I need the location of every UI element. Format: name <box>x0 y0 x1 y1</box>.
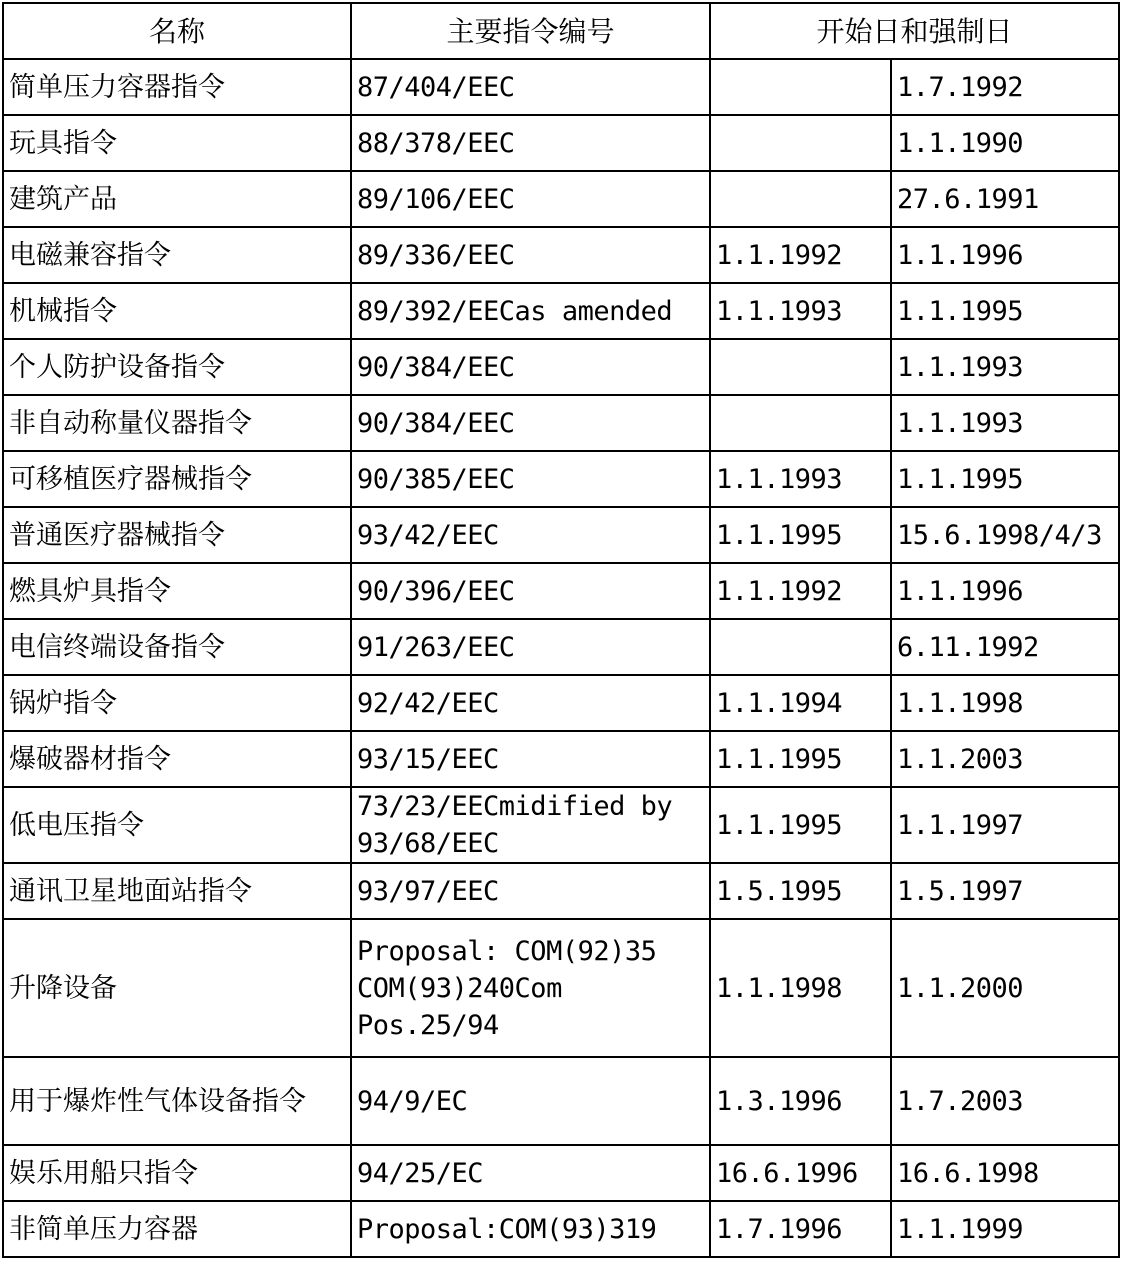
table-row <box>3 395 1119 451</box>
directive-number-line: Proposal: COM(92)35 <box>357 935 657 967</box>
directive-name: 普通医疗器械指令 <box>3 507 351 563</box>
directive-name: 升降设备 <box>3 919 351 1057</box>
directive-name: 用于爆炸性气体设备指令 <box>3 1057 351 1145</box>
start-date <box>710 619 891 675</box>
table-row <box>3 619 1119 675</box>
start-date: 1.1.1992 <box>710 227 891 283</box>
start-date <box>710 395 891 451</box>
directive-number-line: 93/42/EEC <box>357 519 499 551</box>
directive-number-line: 92/42/EEC <box>357 687 499 719</box>
directive-number <box>351 787 710 863</box>
mandatory-date: 1.1.1999 <box>891 1201 1119 1257</box>
start-date: 1.1.1993 <box>710 451 891 507</box>
directive-number <box>351 451 710 507</box>
table-row <box>3 787 1119 863</box>
table-row <box>3 919 1119 1057</box>
directive-number-line: 89/392/EECas amended <box>357 295 673 327</box>
mandatory-date: 1.7.1992 <box>891 59 1119 115</box>
directive-number <box>351 59 710 115</box>
directive-number <box>351 619 710 675</box>
directive-number <box>351 507 710 563</box>
directive-number-line: 90/385/EEC <box>357 463 515 495</box>
directive-number-line: 90/384/EEC <box>357 351 515 383</box>
table-row <box>3 1145 1119 1201</box>
mandatory-date: 1.1.1998 <box>891 675 1119 731</box>
mandatory-date: 1.1.2000 <box>891 919 1119 1057</box>
directive-name: 机械指令 <box>3 283 351 339</box>
directive-name: 非自动称量仪器指令 <box>3 395 351 451</box>
start-date: 1.1.1995 <box>710 507 891 563</box>
directive-number <box>351 115 710 171</box>
directive-number-line: 73/23/EECmidified by <box>357 791 673 822</box>
directive-number-line: Pos.25/94 <box>357 1009 499 1041</box>
mandatory-date: 1.1.1993 <box>891 339 1119 395</box>
directive-number <box>351 863 710 919</box>
start-date: 1.1.1998 <box>710 919 891 1057</box>
header-number: 主要指令编号 <box>351 3 710 59</box>
directive-number <box>351 1201 710 1257</box>
directives-table <box>2 2 1120 1258</box>
directive-name: 简单压力容器指令 <box>3 59 351 115</box>
start-date <box>710 59 891 115</box>
start-date: 1.1.1992 <box>710 563 891 619</box>
directive-name: 低电压指令 <box>3 787 351 863</box>
directive-number <box>351 1145 710 1201</box>
table-row <box>3 59 1119 115</box>
directive-number-line: 89/106/EEC <box>357 183 515 215</box>
table-row <box>3 563 1119 619</box>
directive-name: 爆破器材指令 <box>3 731 351 787</box>
directive-number <box>351 171 710 227</box>
directive-number-line: 93/97/EEC <box>357 875 499 907</box>
directive-name: 锅炉指令 <box>3 675 351 731</box>
mandatory-date: 6.11.1992 <box>891 619 1119 675</box>
directive-number <box>351 731 710 787</box>
directive-number <box>351 227 710 283</box>
start-date: 1.1.1995 <box>710 787 891 863</box>
start-date: 1.1.1993 <box>710 283 891 339</box>
directive-number-line: 90/396/EEC <box>357 575 515 607</box>
start-date <box>710 171 891 227</box>
mandatory-date: 1.1.2003 <box>891 731 1119 787</box>
directive-number <box>351 395 710 451</box>
directive-number <box>351 1057 710 1145</box>
directive-number-line: 88/378/EEC <box>357 127 515 159</box>
mandatory-date: 27.6.1991 <box>891 171 1119 227</box>
mandatory-date: 1.7.2003 <box>891 1057 1119 1145</box>
directive-name: 可移植医疗器械指令 <box>3 451 351 507</box>
table-row <box>3 115 1119 171</box>
directive-name: 燃具炉具指令 <box>3 563 351 619</box>
table-row <box>3 675 1119 731</box>
mandatory-date: 1.1.1997 <box>891 787 1119 863</box>
directive-number-line: COM(93)240Com <box>357 972 562 1004</box>
directive-number-line: 93/68/EEC <box>357 828 499 859</box>
table-row <box>3 731 1119 787</box>
start-date: 1.1.1995 <box>710 731 891 787</box>
mandatory-date: 1.5.1997 <box>891 863 1119 919</box>
directive-name: 娱乐用船只指令 <box>3 1145 351 1201</box>
table-row <box>3 863 1119 919</box>
mandatory-date: 16.6.1998 <box>891 1145 1119 1201</box>
directive-number-line: 91/263/EEC <box>357 631 515 663</box>
start-date: 1.3.1996 <box>710 1057 891 1145</box>
directive-number-line: 89/336/EEC <box>357 239 515 271</box>
directive-name: 玩具指令 <box>3 115 351 171</box>
table-body <box>3 59 1119 1257</box>
header-name: 名称 <box>3 3 351 59</box>
directive-number-line: 87/404/EEC <box>357 71 515 103</box>
directive-number <box>351 675 710 731</box>
directive-number-line: 94/25/EC <box>357 1157 484 1189</box>
mandatory-date: 1.1.1996 <box>891 227 1119 283</box>
start-date: 1.7.1996 <box>710 1201 891 1257</box>
directive-number-line: Proposal:COM(93)319 <box>357 1213 657 1245</box>
start-date: 16.6.1996 <box>710 1145 891 1201</box>
table-row <box>3 1057 1119 1145</box>
directive-name: 电磁兼容指令 <box>3 227 351 283</box>
directive-name: 电信终端设备指令 <box>3 619 351 675</box>
directive-number-line: 93/15/EEC <box>357 743 499 775</box>
start-date: 1.1.1994 <box>710 675 891 731</box>
mandatory-date: 1.1.1995 <box>891 283 1119 339</box>
table-row <box>3 507 1119 563</box>
table-row <box>3 451 1119 507</box>
directive-number-line: 90/384/EEC <box>357 407 515 439</box>
table-header-row <box>3 3 1119 59</box>
directive-number <box>351 919 710 1057</box>
directive-name: 通讯卫星地面站指令 <box>3 863 351 919</box>
table-row <box>3 1201 1119 1257</box>
directive-name: 非简单压力容器 <box>3 1201 351 1257</box>
table-row <box>3 283 1119 339</box>
mandatory-date: 15.6.1998/4/3 <box>891 507 1119 563</box>
directive-name: 个人防护设备指令 <box>3 339 351 395</box>
mandatory-date: 1.1.1990 <box>891 115 1119 171</box>
mandatory-date: 1.1.1993 <box>891 395 1119 451</box>
directive-name: 建筑产品 <box>3 171 351 227</box>
mandatory-date: 1.1.1996 <box>891 563 1119 619</box>
directive-number <box>351 283 710 339</box>
directive-number-line: 94/9/EC <box>357 1085 468 1117</box>
table-row <box>3 339 1119 395</box>
mandatory-date: 1.1.1995 <box>891 451 1119 507</box>
start-date <box>710 115 891 171</box>
table-row <box>3 227 1119 283</box>
directive-number <box>351 339 710 395</box>
header-dates: 开始日和强制日 <box>710 3 1119 59</box>
start-date <box>710 339 891 395</box>
start-date: 1.5.1995 <box>710 863 891 919</box>
table-row <box>3 171 1119 227</box>
directive-number <box>351 563 710 619</box>
